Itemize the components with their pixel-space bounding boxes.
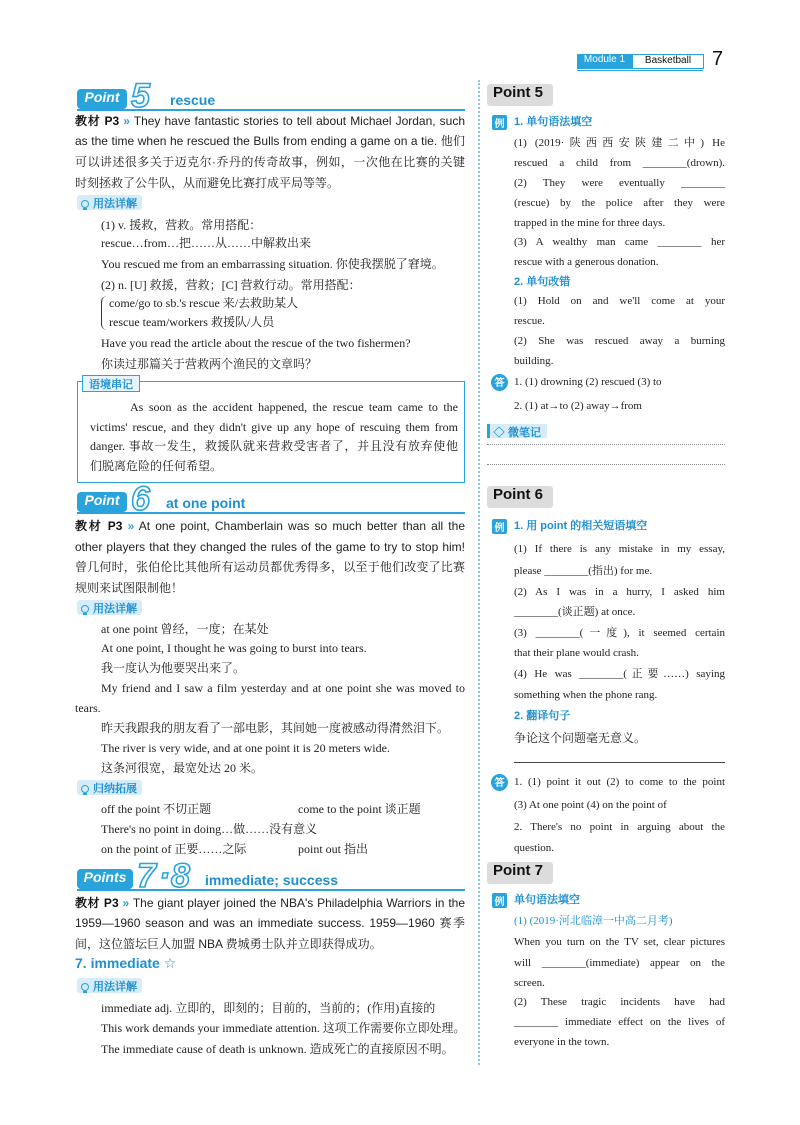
intro-line xyxy=(75,516,465,536)
exercise-line: will ________(immediate) appear on the xyxy=(514,957,725,969)
intro-line: 规则来试图限制他！ xyxy=(75,581,184,595)
usage-line: The river is very wide, and at one point it is 20 meters wide. xyxy=(101,741,390,755)
exercise-line: (1) If there is any mistake in my essay, xyxy=(514,543,725,555)
exercise-line: 争论这个问题毫无意义。 xyxy=(514,731,647,745)
exercise-line: ________ immediate effect on the lives of xyxy=(514,1016,725,1028)
exercise-title: 2. 单句改错 xyxy=(514,276,571,288)
lightbulb-icon xyxy=(81,605,89,613)
example-icon: 例 xyxy=(492,893,507,908)
usage-label: 用法详解 xyxy=(93,198,137,210)
context-label: 语境串记 xyxy=(82,375,140,392)
notes-badge xyxy=(487,424,547,438)
expand-badge xyxy=(77,780,142,795)
phrase-item: come to the point 谈正题 xyxy=(298,802,421,816)
exercise-line: (2) She was rescued away a burning xyxy=(514,335,725,347)
exercise-line: rescue. xyxy=(514,315,545,327)
intro-line: 时刻拯救了公牛队，从而避免比赛打成平局等等。 xyxy=(75,176,340,190)
exercise-line: trapped in the mine for three days. xyxy=(514,217,666,229)
usage-line: at one point 曾经，一度；在某处 xyxy=(101,622,269,636)
exercise-line: (1) (2019·河北临漳一中高二月考) xyxy=(514,915,673,927)
usage-line: rescue…from…把……从……中解救出来 xyxy=(101,236,311,250)
subsection-title xyxy=(75,955,176,975)
exercise-line: everyone in the town. xyxy=(514,1036,610,1048)
point-5-badge: Point xyxy=(77,89,127,109)
answer-line: question. xyxy=(514,842,555,854)
point-6-number: 6 xyxy=(131,480,150,518)
usage-line: 你读过那篇关于营救两个渔民的文章吗？ xyxy=(101,357,318,371)
points-78-badge: Points xyxy=(77,869,133,889)
answer-blank-line xyxy=(514,762,725,763)
usage-badge xyxy=(77,978,142,993)
usage-badge xyxy=(77,600,142,615)
context-line: 们脱离危险的任何希望。 xyxy=(90,459,223,473)
point-6-word: at one point xyxy=(166,495,246,511)
source-label: 教材 P3 xyxy=(75,114,120,128)
lightbulb-icon xyxy=(81,200,89,208)
point-7-number: 7 xyxy=(137,857,156,895)
exercise-title: 1. 单句语法填空 xyxy=(514,116,593,128)
point-5-word: rescue xyxy=(170,92,216,108)
exercise-line: When you turn on the TV set, clear pictures xyxy=(514,936,725,948)
exercise-line: (1) Hold on and we'll come at your xyxy=(514,295,725,307)
intro-line: other players that they changed the rules of the game to try to stop him! xyxy=(75,540,465,554)
exercise-line: (2) These tragic incidents have had xyxy=(514,996,725,1008)
intro-text: They have fantastic stories to tell about Michael Jordan, such xyxy=(133,114,466,128)
point-number: 6 xyxy=(534,486,544,503)
context-line: victims' rescue, and they didn't give up any hope of rescuing them from xyxy=(90,420,458,434)
exercise-line: please ________(指出) for me. xyxy=(514,565,653,577)
usage-line: tears. xyxy=(75,701,101,715)
intro-line: 可以讲述很多关于迈克尔·乔丹的传奇故事，例如，一次他在比赛的关键 xyxy=(75,155,465,169)
usage-line: 昨天我跟我的朋友看了一部电影，其间她一度被感动得潸然泪下。 xyxy=(101,721,450,735)
points-78-word: immediate; success xyxy=(205,872,339,888)
intro-line: 间，这位篮坛巨人加盟 NBA 费城勇士队并立即获得成功。 xyxy=(75,937,382,951)
answer-line: 2. There's no point in arguing about the xyxy=(514,821,725,833)
context-line: As soon as the accident happened, the rescue team came to the xyxy=(130,400,458,414)
intro-line: as the time when he rescued the Bulls from ending a game on a tie. 他们 xyxy=(75,134,465,148)
usage-line: rescue team/workers 救援队/人员 xyxy=(109,315,275,329)
lightbulb-icon xyxy=(81,983,89,991)
usage-line: immediate adj. 立即的，即刻的；目前的，当前的；(作用)直接的 xyxy=(101,1001,436,1015)
usage-line: 我一度认为他要哭出来了。 xyxy=(101,661,246,675)
intro-line xyxy=(75,893,465,913)
answer-icon: 答 xyxy=(491,774,508,791)
phrase-item: on the point of 正要……之际 xyxy=(101,842,247,856)
note-line xyxy=(487,444,725,445)
usage-line: The immediate cause of death is unknown. 造成死亡的直接原因不明。 xyxy=(101,1042,454,1056)
source-label: 教材 P3 xyxy=(75,519,123,533)
point-6-badge: Point xyxy=(77,492,127,512)
usage-line: come/go to sb.'s rescue 来/去救助某人 xyxy=(109,296,299,310)
arrow-icon: » xyxy=(122,896,130,910)
usage-label: 用法详解 xyxy=(93,981,137,993)
usage-line: You rescued me from an embarrassing situation. 你使我摆脱了窘境。 xyxy=(101,257,444,271)
exercise-line: ________(谈正题) at once. xyxy=(514,606,636,618)
exercise-line: (3) ________(一度), it seemed certain xyxy=(514,627,725,639)
subsection-word: 7. immediate xyxy=(75,955,160,971)
point-label: Point xyxy=(493,84,531,101)
point-label: Point xyxy=(493,862,531,879)
lightbulb-icon xyxy=(81,785,89,793)
phrase-item: point out 指出 xyxy=(298,842,369,856)
intro-line: 1959—1960 season and was an immediate success. 1959—1960 赛季 xyxy=(75,916,465,930)
usage-line: (2) n. [U] 救援，营救；[C] 营救行动。常用搭配： xyxy=(101,278,361,292)
answer-icon: 答 xyxy=(491,374,508,391)
note-line xyxy=(487,464,725,465)
exercise-line: (4) He was ________(正要……) saying xyxy=(514,668,725,680)
answer-line: 2. (1) at→to (2) away→from xyxy=(514,400,642,412)
example-icon: 例 xyxy=(492,115,507,130)
point-8-number: 8 xyxy=(171,857,190,895)
phrase-item: There's no point in doing…做……没有意义 xyxy=(101,822,318,836)
exercise-line: (2) As I was in a hurry, I asked him xyxy=(514,586,725,598)
right-point-6-header xyxy=(487,486,553,508)
expand-label: 归纳拓展 xyxy=(93,783,137,795)
point-number: 5 xyxy=(534,84,544,101)
header-rule xyxy=(577,70,703,71)
module-label: Module 1 xyxy=(577,54,632,69)
exercise-line: rescued a child from ________(drown). xyxy=(514,157,725,169)
column-divider xyxy=(478,80,480,1065)
usage-line: At one point, I thought he was going to burst into tears. xyxy=(101,641,367,655)
exercise-line: rescue with a generous donation. xyxy=(514,256,659,268)
usage-line: This work demands your immediate attention. 这项工作需要你立即处理。 xyxy=(101,1021,466,1035)
usage-line: 这条河很宽，最宽处达 20 米。 xyxy=(101,761,264,775)
intro-line: 曾几何时，张伯伦比其他所有运动员都优秀得多，以至于他们改变了比赛 xyxy=(75,560,465,574)
exercise-line: (2) They were eventually ________ xyxy=(514,177,725,189)
brace-icon xyxy=(101,296,107,330)
usage-label: 用法详解 xyxy=(93,603,137,615)
phrase-item: off the point 不切正题 xyxy=(101,802,212,816)
point-78-rule xyxy=(77,889,465,891)
notes-label: 微笔记 xyxy=(508,427,541,439)
point-5-number: 5 xyxy=(131,77,150,115)
point-number: 7 xyxy=(534,862,544,879)
answer-line: 1. (1) point it out (2) to come to the point xyxy=(514,776,725,788)
unit-label: Basketball xyxy=(632,54,704,69)
exercise-line: (3) A wealthy man came ________ her xyxy=(514,236,725,248)
exercise-line: (1) (2019·陕西西安陕建二中) He xyxy=(514,137,725,149)
intro-line xyxy=(75,111,465,131)
exercise-line: that their plane would crash. xyxy=(514,647,639,659)
point-dot: · xyxy=(159,857,171,895)
answer-line: (3) At one point (4) on the point of xyxy=(514,799,667,811)
arrow-icon: » xyxy=(123,114,130,128)
exercise-line: (rescue) by the police after they were xyxy=(514,197,725,209)
intro-text: At one point, Chamberlain was so much better than all the xyxy=(138,519,465,533)
usage-line: My friend and I saw a film yesterday and at one point she was moved to xyxy=(101,681,465,695)
point-label: Point xyxy=(493,486,531,503)
exercise-title: 2. 翻译句子 xyxy=(514,710,571,722)
exercise-title: 1. 用 point 的相关短语填空 xyxy=(514,520,648,532)
context-line: danger. 事故一发生，救援队就来营救受害者了，并且没有放弃使他 xyxy=(90,439,458,453)
answer-line: 1. (1) drowning (2) rescued (3) to xyxy=(514,376,662,388)
pencil-icon xyxy=(493,426,504,437)
page-number: 7 xyxy=(712,48,724,70)
example-icon: 例 xyxy=(492,519,507,534)
exercise-line: building. xyxy=(514,355,554,367)
source-label: 教材 P3 xyxy=(75,896,119,910)
usage-line: (1) v. 援救，营救。常用搭配： xyxy=(101,218,262,232)
usage-badge xyxy=(77,195,142,210)
intro-text: The giant player joined the NBA's Philadelphia Warriors in the xyxy=(132,896,465,910)
exercise-line: screen. xyxy=(514,977,545,989)
right-point-7-header xyxy=(487,862,553,884)
exercise-line: something when the phone rang. xyxy=(514,689,658,701)
exercise-title: 单句语法填空 xyxy=(514,894,580,906)
usage-line: Have you read the article about the rescue of the two fishermen? xyxy=(101,336,411,350)
right-point-5-header xyxy=(487,84,553,106)
arrow-icon: » xyxy=(127,519,135,533)
star-icon: ☆ xyxy=(163,956,177,972)
